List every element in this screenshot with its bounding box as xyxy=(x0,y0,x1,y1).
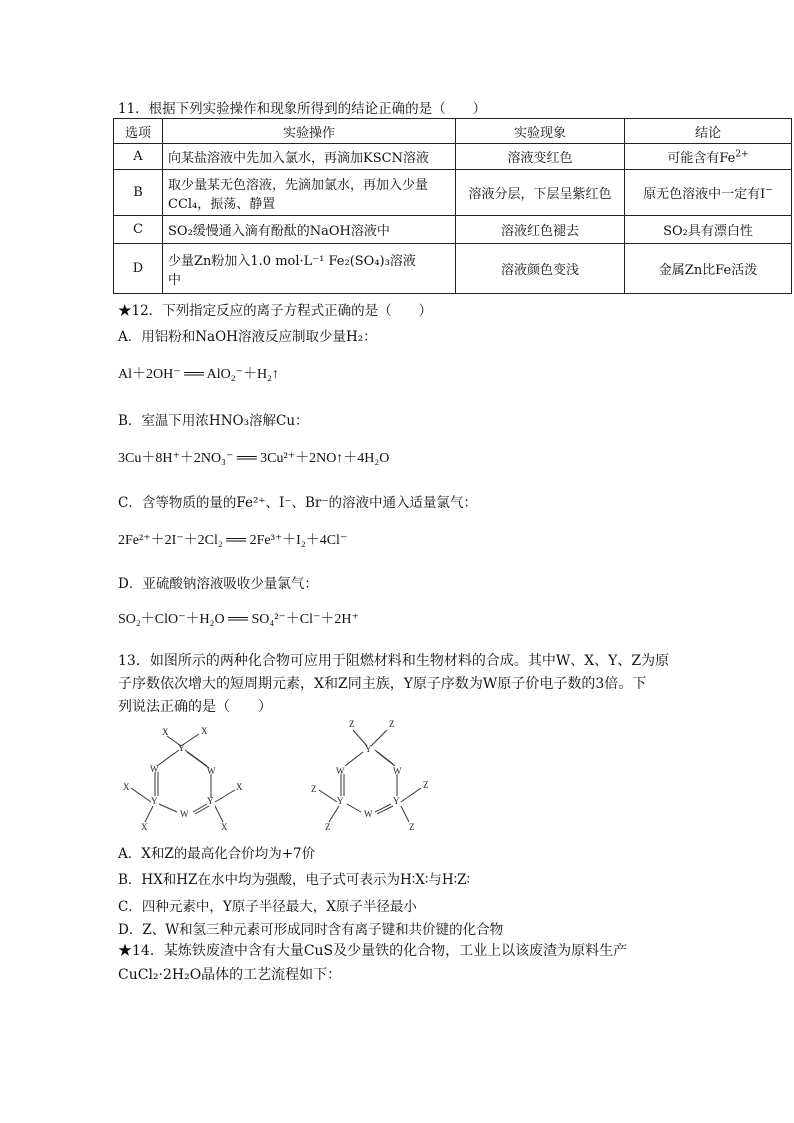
row-phenomenon: 溶液变红色 xyxy=(456,144,625,170)
header-conclusion: 结论 xyxy=(625,119,792,144)
row-operation: 取少量某无色溶液，先滴加氯水，再加入少量 CCl₄，振荡、静置 xyxy=(163,170,456,216)
row-phenomenon: 溶液红色褪去 xyxy=(456,216,625,244)
atom-x: X xyxy=(236,782,243,792)
q12-stem: ★12．下列指定反应的离子方程式正确的是（ ） xyxy=(118,303,433,319)
q13-option-c: C．四种元素中，Y原子半径最大，X原子半径最小 xyxy=(118,899,417,915)
row-operation: SO₂缓慢通入滴有酚酞的NaOH溶液中 xyxy=(163,216,456,244)
row-phenomenon: 溶液分层，下层呈紫红色 xyxy=(456,170,625,216)
atom-w: W xyxy=(393,766,402,776)
q12-equation-d: SO₂＋ClO⁻＋H₂O ══ SO₄²⁻＋Cl⁻＋2H⁺ xyxy=(118,612,359,627)
atom-z: Z xyxy=(409,822,415,832)
q13-option-d: D．Z、W和氢三种元素可形成同时含有离子键和共价键的化合物 xyxy=(118,922,504,938)
atom-z: Z xyxy=(389,719,395,729)
header-operation: 实验操作 xyxy=(163,119,456,144)
row-conclusion: 原无色溶液中一定有I− xyxy=(625,170,792,216)
atom-y: Y xyxy=(151,796,158,806)
row-conclusion: SO₂具有漂白性 xyxy=(625,216,792,244)
table-row xyxy=(114,170,792,216)
row-operation: 少量Zn粉加入1.0 mol·L⁻¹ Fe₂(SO₄)₃溶液 中 xyxy=(163,244,456,294)
row-option: D xyxy=(114,244,163,294)
row-conclusion: 可能含有$Fe^{2+}$ xyxy=(625,144,792,170)
row-option: B xyxy=(114,170,163,216)
header-phenomenon: 实验现象 xyxy=(456,119,625,144)
header-option: 选项 xyxy=(114,119,163,144)
q12-option-b: B．室温下用浓HNO₃溶解Cu： xyxy=(118,413,309,429)
q12-equation-a: Al＋2OH⁻ ══ AlO₂⁻＋H₂↑ xyxy=(118,367,280,382)
table-row xyxy=(114,144,792,170)
atom-w: W xyxy=(364,809,373,819)
atom-y: Y xyxy=(178,743,185,753)
atom-z: Z xyxy=(311,784,317,794)
atom-z: Z xyxy=(325,822,331,832)
atom-z: Z xyxy=(349,719,355,729)
q12-option-d: D．亚硫酸钠溶液吸收少量氯气： xyxy=(118,576,318,592)
table-row xyxy=(114,216,792,244)
atom-w: W xyxy=(207,766,216,776)
atom-z: Z xyxy=(423,780,429,790)
q12-option-a: A．用铝粉和NaOH溶液反应制取少量H₂： xyxy=(118,329,377,345)
row-phenomenon: 溶液颜色变浅 xyxy=(456,244,625,294)
atom-w: W xyxy=(180,809,189,819)
q13-stem-line1: 13．如图所示的两种化合物可应用于阻燃材料和生物材料的合成。其中W、X、Y、Z为原 xyxy=(118,653,670,669)
row-option: A xyxy=(114,144,163,170)
atom-x: X xyxy=(123,782,130,792)
atom-x: X xyxy=(141,822,148,832)
atom-w: W xyxy=(336,766,345,776)
q12-equation-c: 2Fe²⁺＋2I⁻＋2Cl₂ ══ 2Fe³⁺＋I₂＋4Cl⁻ xyxy=(118,533,348,548)
atom-y: Y xyxy=(207,796,214,806)
q12-equation-b: 3Cu＋8H⁺＋2NO₃⁻ ══ 3Cu²⁺＋2NO↑＋4H₂O xyxy=(118,451,390,466)
q14-stem-line2: CuCl₂·2H₂O晶体的工艺流程如下： xyxy=(118,967,342,983)
q14-stem-line1: ★14．某炼铁废渣中含有大量CuS及少量铁的化合物，工业上以该废渣为原料生产 xyxy=(118,943,628,959)
q11-stem: 11．根据下列实验操作和现象所得到的结论正确的是（ ） xyxy=(118,101,487,117)
atom-x: X xyxy=(201,726,208,736)
table-row xyxy=(114,244,792,294)
q12-option-c: C．含等物质的量的Fe²⁺、I⁻、Br⁻的溶液中通入适量氯气： xyxy=(118,495,477,511)
molecule-diagram-right xyxy=(305,714,445,838)
q13-option-a: A．X和Z的最高化合价均为+7价 xyxy=(118,846,316,862)
atom-y: Y xyxy=(337,796,344,806)
atom-y: Y xyxy=(393,796,400,806)
atom-w: W xyxy=(150,764,159,774)
atom-x: X xyxy=(221,822,228,832)
q13-option-b: B．HX和HZ在水中均为强酸，电子式可表示为H∶X∶与H∶Z∶ xyxy=(118,872,471,888)
q13-stem-line3: 列说法正确的是（ ） xyxy=(118,699,272,715)
row-option: C xyxy=(114,216,163,244)
row-conclusion: 金属Zn比Fe活泼 xyxy=(625,244,792,294)
row-operation: 向某盐溶液中先加入氯水，再滴加KSCN溶液 xyxy=(163,144,456,170)
q13-stem-line2: 子序数依次增大的短周期元素，X和Z同主族，Y原子序数为W原子价电子数的3倍。下 xyxy=(118,676,647,692)
atom-y: Y xyxy=(365,744,372,754)
table-header-row xyxy=(114,119,792,144)
molecule-diagram-left xyxy=(115,722,255,838)
q11-table xyxy=(113,118,792,294)
atom-x: X xyxy=(162,727,169,737)
